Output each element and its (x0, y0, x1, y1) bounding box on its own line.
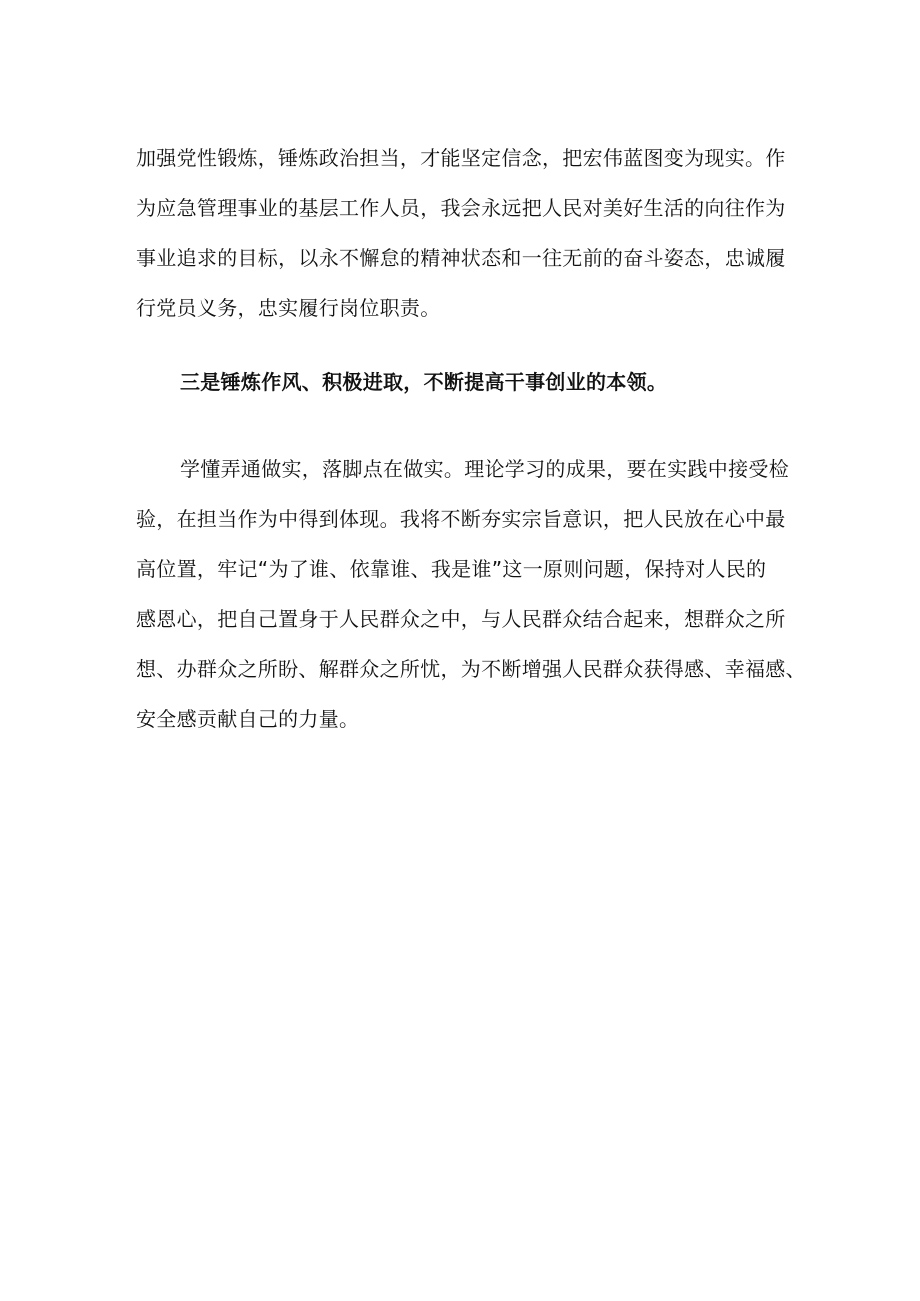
paragraph-line: 事业追求的目标，以永不懈怠的精神状态和一往无前的奋斗姿态，忠诚履 (136, 246, 786, 270)
paragraph-line: 感恩心，把自己置身于人民群众之中，与人民群众结合起来，想群众之所 (136, 607, 786, 631)
paragraph-line: 想、办群众之所盼、解群众之所忧，为不断增强人民群众获得感、幸福感、 (136, 657, 806, 681)
section-heading: 三是锤炼作风、积极进取，不断提高干事创业的本领。 (180, 370, 668, 394)
paragraph-line: 验，在担当作为中得到体现。我将不断夯实宗旨意识，把人民放在心中最 (136, 507, 786, 531)
paragraph-line: 学懂弄通做实，落脚点在做实。理论学习的成果，要在实践中接受检 (180, 457, 789, 481)
paragraph-line: 高位置，牢记“为了谁、依靠谁、我是谁”这一原则问题，保持对人民的 (136, 557, 767, 581)
paragraph-line: 为应急管理事业的基层工作人员，我会永远把人民对美好生活的向往作为 (136, 196, 786, 220)
paragraph-line: 安全感贡献自己的力量。 (136, 707, 360, 731)
paragraph-2 (136, 451, 806, 737)
paragraph-line: 行党员义务，忠实履行岗位职责。 (136, 296, 441, 320)
paragraph-line: 加强党性锻炼，锤炼政治担当，才能坚定信念，把宏伟蓝图变为现实。作 (136, 146, 786, 170)
paragraph-1 (136, 140, 796, 326)
